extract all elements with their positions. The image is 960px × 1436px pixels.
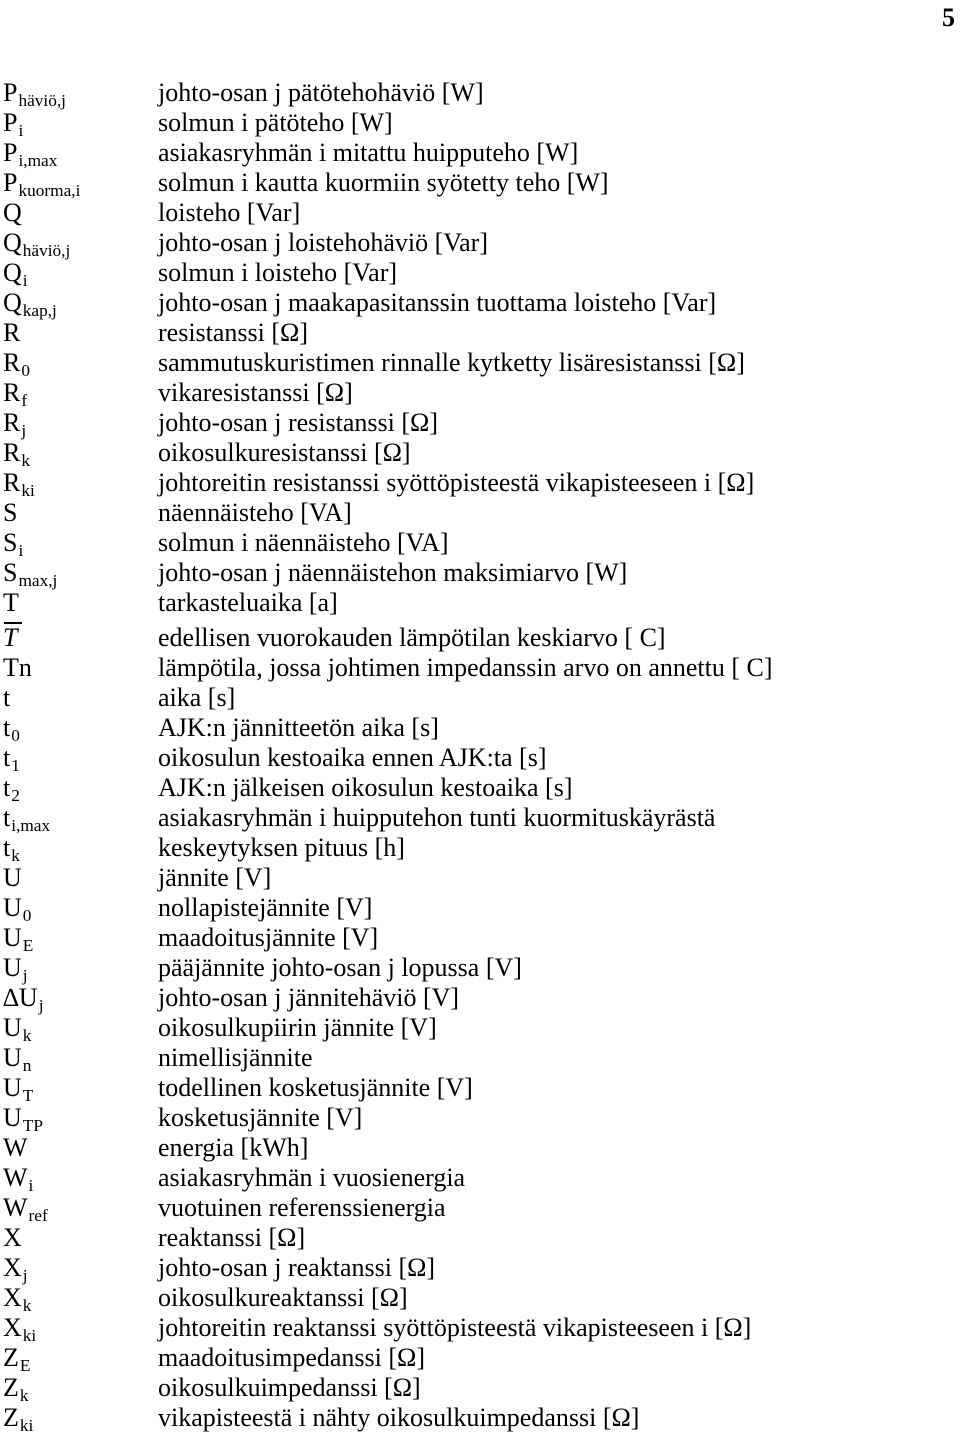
symbol-description: maadoitusimpedanssi [Ω] (158, 1343, 425, 1372)
symbol-subscript: kap,j (22, 301, 57, 320)
symbol (3, 743, 20, 773)
symbol-base: U (3, 863, 22, 892)
symbol-base: T (3, 623, 18, 652)
symbol-row (0, 743, 960, 773)
symbol-base: Q (3, 228, 22, 257)
symbol-base: R (3, 348, 21, 377)
symbol-base: ∆U (3, 983, 38, 1012)
symbol (3, 833, 20, 863)
symbol-row (0, 1163, 960, 1193)
symbol-row (0, 953, 960, 983)
symbol (3, 623, 17, 653)
symbol-row (0, 713, 960, 743)
symbol-description: kosketusjännite [V] (158, 1103, 363, 1132)
symbol-row (0, 138, 960, 168)
symbol (3, 468, 35, 498)
symbol (3, 1253, 28, 1283)
symbol (3, 168, 80, 198)
symbol-subscript: kuorma,i (18, 181, 81, 200)
symbol-subscript: i (18, 541, 24, 560)
symbol-description: solmun i näennäisteho [VA] (158, 528, 449, 557)
symbol (3, 773, 20, 803)
symbol (3, 438, 30, 468)
symbol-description: loisteho [Var] (158, 198, 301, 227)
symbol (3, 683, 10, 713)
symbol-subscript: ki (22, 1326, 37, 1345)
symbol-row (0, 348, 960, 378)
symbol-subscript: k (22, 1296, 32, 1315)
symbol-base: R (3, 378, 21, 407)
symbol-row (0, 1073, 960, 1103)
symbol-subscript: 0 (21, 361, 30, 380)
symbol (3, 258, 28, 288)
symbol-row (0, 863, 960, 893)
symbol-description: nimellisjännite (158, 1043, 313, 1072)
symbol (3, 108, 23, 138)
symbol-subscript: ref (28, 1206, 48, 1225)
symbol-row (0, 773, 960, 803)
symbol-description: johto-osan j näennäistehon maksimiarvo [W] (158, 558, 628, 587)
symbol (3, 1103, 43, 1133)
symbol-row (0, 1313, 960, 1343)
symbol-row (0, 923, 960, 953)
symbol-description: solmun i kautta kuormiin syötetty teho [W] (158, 168, 609, 197)
symbol-row (0, 618, 960, 653)
symbol-subscript: k (11, 846, 20, 865)
symbol-row (0, 378, 960, 408)
symbol-row (0, 1013, 960, 1043)
symbol-subscript: E (19, 1356, 31, 1375)
symbol-base: t (3, 683, 11, 712)
symbol (3, 1223, 22, 1253)
symbol-row (0, 1373, 960, 1403)
symbol-description: tarkasteluaika [a] (158, 588, 338, 617)
symbol-subscript: häviö,j (22, 241, 71, 260)
symbol-description: asiakasryhmän i huipputehon tunti kuormituskäyrästä (158, 803, 716, 832)
symbol-description: resistanssi [Ω] (158, 318, 309, 347)
symbol-description: johto-osan j pätötehohäviö [W] (158, 78, 484, 107)
symbol-row (0, 438, 960, 468)
symbol-subscript: j (22, 1266, 28, 1285)
symbol-description: nollapistejännite [V] (158, 893, 373, 922)
symbol-row (0, 228, 960, 258)
symbol-base: Z (3, 1343, 19, 1372)
symbol-subscript: TP (22, 1116, 43, 1135)
symbol-subscript: i,max (18, 151, 58, 170)
symbol-base: W (3, 1133, 28, 1162)
symbol-row (0, 78, 960, 108)
symbol-row (0, 318, 960, 348)
symbol-description: maadoitusjännite [V] (158, 923, 379, 952)
symbol-row (0, 803, 960, 833)
symbol-subscript: j (21, 421, 27, 440)
symbol-row (0, 198, 960, 228)
symbol-description: vikapisteestä i nähty oikosulkuimpedanssi [Ω] (158, 1403, 640, 1432)
symbol-subscript: ki (19, 1416, 34, 1435)
symbol (3, 1373, 29, 1403)
symbol-description: solmun i loisteho [Var] (158, 258, 398, 287)
symbol (3, 1313, 36, 1343)
symbol-subscript: i,max (11, 816, 51, 835)
symbol-base: P (3, 78, 18, 107)
symbol-subscript: i (18, 121, 24, 140)
symbol-subscript: i (28, 1176, 34, 1195)
symbol (3, 713, 20, 743)
symbol-description: oikosulkupiirin jännite [V] (158, 1013, 437, 1042)
symbol-description: oikosulkureaktanssi [Ω] (158, 1283, 408, 1312)
symbol (3, 803, 50, 833)
symbol (3, 138, 57, 168)
symbol-row (0, 1343, 960, 1373)
symbol-row (0, 558, 960, 588)
symbol-subscript: k (21, 451, 30, 470)
symbol-row (0, 1253, 960, 1283)
symbol (3, 1163, 33, 1193)
symbol-subscript: j (22, 966, 28, 985)
symbol (3, 1073, 33, 1103)
symbol-subscript: T (22, 1086, 34, 1105)
symbol-description: reaktanssi [Ω] (158, 1223, 306, 1252)
symbol-base: Z (3, 1373, 19, 1402)
symbol-base: t (3, 833, 11, 862)
symbol-description: johto-osan j loistehohäviö [Var] (158, 228, 488, 257)
symbol-row (0, 1403, 960, 1433)
symbol-description: sammutuskuristimen rinnalle kytketty lisäresistanssi [Ω] (158, 348, 745, 377)
symbol-description: lämpötila, jossa johtimen impedanssin arvo on annettu [ C] (158, 653, 773, 682)
symbol (3, 893, 31, 923)
symbol-description: johto-osan j reaktanssi [Ω] (158, 1253, 436, 1282)
symbol (3, 348, 30, 378)
symbol-base: S (3, 528, 18, 557)
symbol (3, 408, 26, 438)
symbol-base: U (3, 1013, 22, 1042)
symbol-row (0, 408, 960, 438)
symbol-base: t (3, 773, 11, 802)
symbol-description: solmun i pätöteho [W] (158, 108, 393, 137)
symbol-description: johtoreitin resistanssi syöttöpisteestä vikapisteeseen i [Ω] (158, 468, 755, 497)
symbol-subscript: i (22, 271, 28, 290)
symbol-description: johtoreitin reaktanssi syöttöpisteestä vikapisteeseen i [Ω] (158, 1313, 752, 1342)
symbol-description: edellisen vuorokauden lämpötilan keskiarvo [ C] (158, 623, 666, 652)
symbol-row (0, 588, 960, 618)
symbol-row (0, 1043, 960, 1073)
symbol-description: todellinen kosketusjännite [V] (158, 1073, 473, 1102)
symbol-list (0, 78, 960, 1433)
symbol (3, 588, 19, 618)
symbol (3, 288, 57, 318)
symbol-subscript: k (19, 1386, 29, 1405)
symbol (3, 953, 28, 983)
symbol-base: R (3, 408, 21, 437)
symbol (3, 528, 23, 558)
symbol (3, 1193, 48, 1223)
symbol (3, 228, 70, 258)
symbol-subscript: n (22, 1056, 32, 1075)
symbol-base: R (3, 438, 21, 467)
symbol-base: t (3, 743, 11, 772)
symbol (3, 78, 66, 108)
symbol-description: asiakasryhmän i mitattu huipputeho [W] (158, 138, 579, 167)
symbol-row (0, 1283, 960, 1313)
symbol-base: Tn (3, 653, 32, 682)
symbol-base: P (3, 108, 18, 137)
symbol-description: pääjännite johto-osan j lopussa [V] (158, 953, 522, 982)
symbol-base: T (3, 588, 19, 617)
symbol-base: Z (3, 1403, 19, 1432)
symbol-description: johto-osan j jännitehäviö [V] (158, 983, 460, 1012)
symbol-subscript: 0 (22, 906, 32, 925)
symbol-subscript: k (22, 1026, 32, 1045)
symbol-subscript: 2 (11, 786, 20, 805)
symbol (3, 198, 22, 228)
symbol-base: U (3, 923, 22, 952)
symbol (3, 378, 27, 408)
symbol-row (0, 1223, 960, 1253)
symbol-row (0, 1103, 960, 1133)
symbol (3, 1043, 31, 1073)
symbol-base: U (3, 953, 22, 982)
symbol-base: X (3, 1283, 22, 1312)
symbol-row (0, 1133, 960, 1163)
symbol-base: P (3, 168, 18, 197)
symbol (3, 498, 17, 528)
symbol-base: X (3, 1223, 22, 1252)
symbol-subscript: 0 (11, 726, 20, 745)
symbol (3, 923, 33, 953)
symbol-base: S (3, 498, 18, 527)
symbol-description: keskeytyksen pituus [h] (158, 833, 405, 862)
symbol-row (0, 983, 960, 1013)
symbol-row (0, 683, 960, 713)
symbol-row (0, 468, 960, 498)
overline-mark (4, 622, 22, 624)
symbol-base: W (3, 1163, 28, 1192)
symbol (3, 1133, 28, 1163)
symbol-subscript: f (21, 391, 28, 410)
symbol-subscript: häviö,j (18, 91, 66, 110)
symbol-subscript: E (22, 936, 34, 955)
symbol (3, 653, 32, 683)
symbol-description: johto-osan j resistanssi [Ω] (158, 408, 439, 437)
symbol-base: R (3, 318, 21, 347)
symbol-description: jännite [V] (158, 863, 272, 892)
symbol-description: oikosulkuimpedanssi [Ω] (158, 1373, 421, 1402)
symbol (3, 1283, 31, 1313)
symbol-subscript: ki (21, 481, 35, 500)
symbol-subscript: j (38, 996, 44, 1015)
symbol-row (0, 528, 960, 558)
symbol-subscript: max,j (18, 571, 58, 590)
symbol-base: U (3, 1073, 22, 1102)
symbol (3, 318, 20, 348)
symbol-base: S (3, 558, 18, 587)
symbol-row (0, 168, 960, 198)
symbol-base: t (3, 713, 11, 742)
symbol-description: AJK:n jännitteetön aika [s] (158, 713, 439, 742)
symbol (3, 1403, 33, 1433)
symbol (3, 1013, 31, 1043)
symbol-base: Q (3, 288, 22, 317)
symbol (3, 983, 44, 1013)
symbol-description: AJK:n jälkeisen oikosulun kestoaika [s] (158, 773, 573, 802)
symbol-base: W (3, 1193, 28, 1222)
symbol-description: vikaresistanssi [Ω] (158, 378, 353, 407)
symbol-base: U (3, 893, 22, 922)
symbol-row (0, 1193, 960, 1223)
symbol-row (0, 833, 960, 863)
symbol-row (0, 258, 960, 288)
symbol (3, 863, 22, 893)
symbol-description: energia [kWh] (158, 1133, 309, 1162)
symbol-base: t (3, 803, 11, 832)
symbol-row (0, 653, 960, 683)
symbol-base: X (3, 1313, 22, 1342)
symbol-base: U (3, 1103, 22, 1132)
symbol-base: R (3, 468, 21, 497)
symbol-description: vuotuinen referenssienergia (158, 1193, 446, 1222)
symbol-description: näennäisteho [VA] (158, 498, 352, 527)
symbol-base: U (3, 1043, 22, 1072)
symbol-row (0, 893, 960, 923)
symbol-description: aika [s] (158, 683, 236, 712)
symbol-row (0, 108, 960, 138)
symbol (3, 1343, 30, 1373)
symbol-base: P (3, 138, 18, 167)
page-number: 5 (942, 3, 955, 32)
symbol-row (0, 498, 960, 528)
symbol-base: Q (3, 258, 22, 287)
symbol-description: asiakasryhmän i vuosienergia (158, 1163, 466, 1192)
symbol-description: johto-osan j maakapasitanssin tuottama loisteho [Var] (158, 288, 717, 317)
symbol-description: oikosulun kestoaika ennen AJK:ta [s] (158, 743, 547, 772)
symbol-base: Q (3, 198, 22, 227)
symbol-base: X (3, 1253, 22, 1282)
symbol-subscript: 1 (11, 756, 20, 775)
symbol-description: oikosulkuresistanssi [Ω] (158, 438, 411, 467)
symbol-row (0, 288, 960, 318)
symbol (3, 558, 57, 588)
